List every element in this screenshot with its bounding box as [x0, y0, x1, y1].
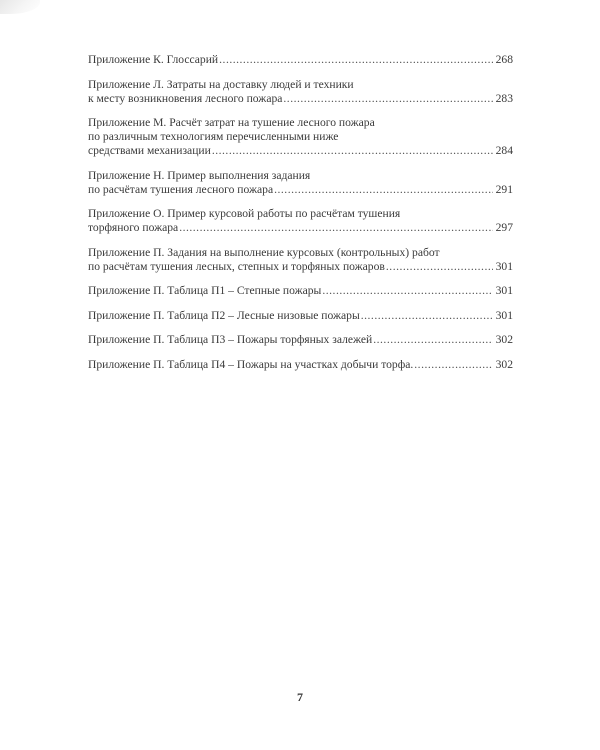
dot-leader [322, 284, 492, 298]
dot-leader [373, 333, 492, 347]
dot-leader [219, 53, 492, 67]
toc-entry-line [88, 358, 513, 372]
toc-entry-title-line: Приложение Л. Затраты на доставку людей и техники [88, 77, 354, 91]
toc-entry-title-line: средствами механизации [88, 144, 211, 157]
dot-leader [386, 260, 493, 274]
toc-entry-title-line: Приложение М. Расчёт затрат на тушение лесного пожара [88, 116, 375, 129]
dot-leader [414, 358, 492, 372]
toc-entry[interactable] [88, 284, 513, 298]
toc-entry-line [88, 221, 513, 235]
toc-entry-line [88, 183, 513, 197]
toc-page-number: 301 [495, 284, 513, 297]
dot-leader [283, 92, 492, 106]
toc-entry-title-line: Приложение О. Пример курсовой работы по расчётам тушения [88, 207, 401, 220]
dot-leader [361, 309, 493, 323]
toc-entry-title-line: Приложение П. Таблица П1 – Степные пожары [88, 284, 322, 297]
toc-entry-title-line: по расчётам тушения лесного пожара [88, 182, 274, 196]
toc-page-number: 268 [495, 53, 513, 66]
page-number: 7 [297, 690, 303, 704]
toc-entry[interactable] [88, 333, 513, 347]
toc-entry-title-line: Приложение К. Глоссарий [88, 53, 219, 66]
dot-leader [274, 183, 493, 197]
toc-page-number: 284 [495, 144, 513, 157]
toc-entry[interactable] [88, 309, 513, 323]
toc-entry-title-line: по расчётам тушения лесных, степных и торфяных пожаров [88, 259, 385, 273]
toc-entry[interactable] [88, 169, 513, 197]
toc-entry-line [88, 284, 513, 298]
toc-entry-line [88, 144, 513, 158]
toc-entry-line [88, 260, 513, 274]
toc-entry[interactable] [88, 53, 513, 67]
toc-page-number: 297 [495, 221, 513, 234]
table-of-contents [88, 53, 513, 382]
dot-leader [179, 221, 492, 235]
toc-page-number: 302 [495, 333, 513, 346]
page-corner-shadow [0, 0, 40, 14]
toc-entry-line [88, 53, 513, 67]
toc-page-number: 302 [495, 357, 513, 371]
toc-entry-title-line: Приложение П. Таблица П2 – Лесные низовые пожары [88, 308, 360, 322]
toc-entry[interactable] [88, 116, 513, 158]
toc-entry-title-line: по различным технологиям перечисленными ниже [88, 130, 339, 143]
toc-entry-line [88, 92, 513, 106]
toc-entry-title-line: к месту возникновения лесного пожара [88, 91, 283, 105]
dot-leader [212, 144, 493, 158]
toc-entry[interactable] [88, 207, 513, 235]
toc-entry-title-line: Приложение Н. Пример выполнения задания [88, 168, 311, 182]
toc-entry[interactable] [88, 78, 513, 106]
toc-page-number: 301 [495, 259, 513, 273]
toc-entry-title-line: Приложение П. Таблица П4 – Пожары на участках добычи торфа. [88, 357, 414, 371]
toc-entry-title-line: торфяного пожара [88, 221, 179, 234]
toc-page-number: 291 [495, 182, 513, 196]
toc-entry[interactable] [88, 358, 513, 372]
toc-entry[interactable] [88, 246, 513, 274]
toc-page-number: 301 [495, 308, 513, 322]
toc-entry-line [88, 309, 513, 323]
toc-entry-title-line: Приложение П. Задания на выполнение курсовых (контрольных) работ [88, 245, 440, 259]
toc-entry-line [88, 333, 513, 347]
toc-page-number: 283 [495, 91, 513, 105]
toc-entry-title-line: Приложение П. Таблица П3 – Пожары торфяных залежей [88, 333, 373, 346]
